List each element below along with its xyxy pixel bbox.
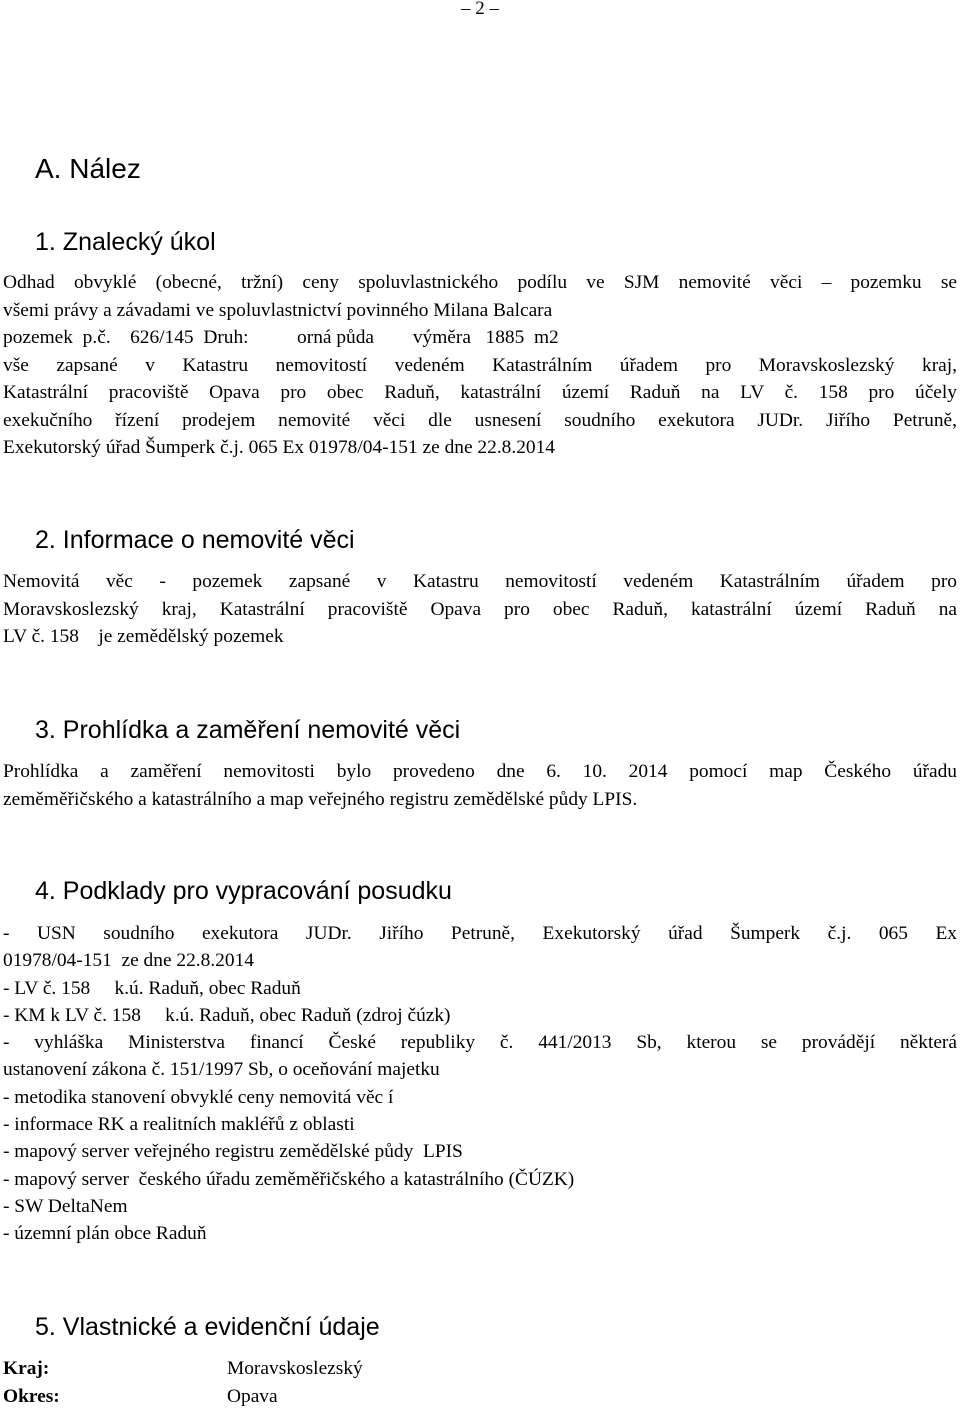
- list-item: - územní plán obce Raduň: [3, 1223, 207, 1245]
- field-value: Moravskoslezský: [227, 1358, 363, 1379]
- section-1-line: pozemek p.č. 626/145 Druh: orná půda výměra 1885 m2: [3, 327, 559, 348]
- section-1-line: vše zapsané v Katastru nemovitostí vedeném Katastrálním úřadem pro Moravskoslezský kraj,: [3, 354, 957, 376]
- list-item: - informace RK a realitních makléřů z oblasti: [3, 1114, 355, 1136]
- section-3-title: 3. Prohlídka a zaměření nemovité věci: [35, 716, 461, 744]
- section-2-line: LV č. 158 je zemědělský pozemek: [3, 626, 284, 647]
- list-item: 01978/04-151 ze dne 22.8.2014: [3, 950, 254, 972]
- section-4-title: 4. Podklady pro vypracování posudku: [35, 877, 452, 905]
- section-3-line: zeměměřičského a katastrálního a map veřejného registru zemědělské půdy LPIS.: [3, 788, 638, 810]
- section-3-line: Prohlídka a zaměření nemovitosti bylo provedeno dne 6. 10. 2014 pomocí map Českého úřadu: [3, 761, 957, 782]
- section-1-body: [3, 269, 957, 462]
- section-1-line: všemi právy a závadami ve spoluvlastnictví povinného Milana Balcara: [3, 299, 553, 321]
- field-row-kraj: [3, 1355, 363, 1383]
- list-item: - metodika stanovení obvyklé ceny nemovitá věc í: [3, 1086, 394, 1108]
- list-item: - LV č. 158 k.ú. Raduň, obec Raduň: [3, 977, 301, 999]
- field-value: Opava: [227, 1386, 278, 1407]
- sources-list: [3, 920, 957, 1248]
- section-1-line: Katastrální pracoviště Opava pro obec Raduň, katastrální území Raduň na LV č. 158 pro účely: [3, 382, 957, 403]
- section-2-line: Nemovitá věc - pozemek zapsané v Katastru nemovitostí vedeném Katastrálním úřadem pro: [3, 571, 957, 592]
- list-item: - mapový server veřejného registru zemědělské půdy LPIS: [3, 1141, 463, 1163]
- section-2-body: [3, 568, 957, 651]
- section-1-title: 1. Znalecký úkol: [35, 228, 216, 256]
- field-label: Okres:: [3, 1386, 60, 1407]
- page-number: – 2 –: [461, 0, 499, 19]
- section-2-line: Moravskoslezský kraj, Katastrální pracoviště Opava pro obec Raduň, katastrální území Raduň na: [3, 598, 957, 620]
- main-heading: A. Nález: [35, 153, 141, 184]
- list-item: - SW DeltaNem: [3, 1195, 128, 1217]
- section-1-line: exekučního řízení prodejem nemovité věci dle usnesení soudního exekutora JUDr. Jiřího Petruně,: [3, 409, 957, 431]
- list-item: - mapový server českého úřadu zeměměřičského a katastrálního (ČÚZK): [3, 1168, 575, 1190]
- section-3-body: [3, 758, 957, 813]
- registry-fields: [3, 1355, 363, 1411]
- section-1-line: Exekutorský úřad Šumperk č.j. 065 Ex 01978/04-151 ze dne 22.8.2014: [3, 437, 555, 458]
- list-item: - USN soudního exekutora JUDr. Jiřího Petruně, Exekutorský úřad Šumperk č.j. 065 Ex: [3, 923, 957, 944]
- section-2-title: 2. Informace o nemovité věci: [35, 526, 355, 554]
- field-label: Kraj:: [3, 1358, 50, 1379]
- list-item: ustanovení zákona č. 151/1997 Sb, o oceňování majetku: [3, 1059, 440, 1081]
- list-item: - vyhláška Ministerstva financí České republiky č. 441/2013 Sb, kterou se provádějí některá: [3, 1032, 957, 1054]
- field-row-okres: [3, 1383, 363, 1411]
- list-item: - KM k LV č. 158 k.ú. Raduň, obec Raduň (zdroj čúzk): [3, 1004, 451, 1026]
- section-5-title: 5. Vlastnické a evidenční údaje: [35, 1313, 380, 1341]
- section-1-line: Odhad obvyklé (obecné, tržní) ceny spoluvlastnického podílu ve SJM nemovité věci – pozemku se: [3, 272, 957, 293]
